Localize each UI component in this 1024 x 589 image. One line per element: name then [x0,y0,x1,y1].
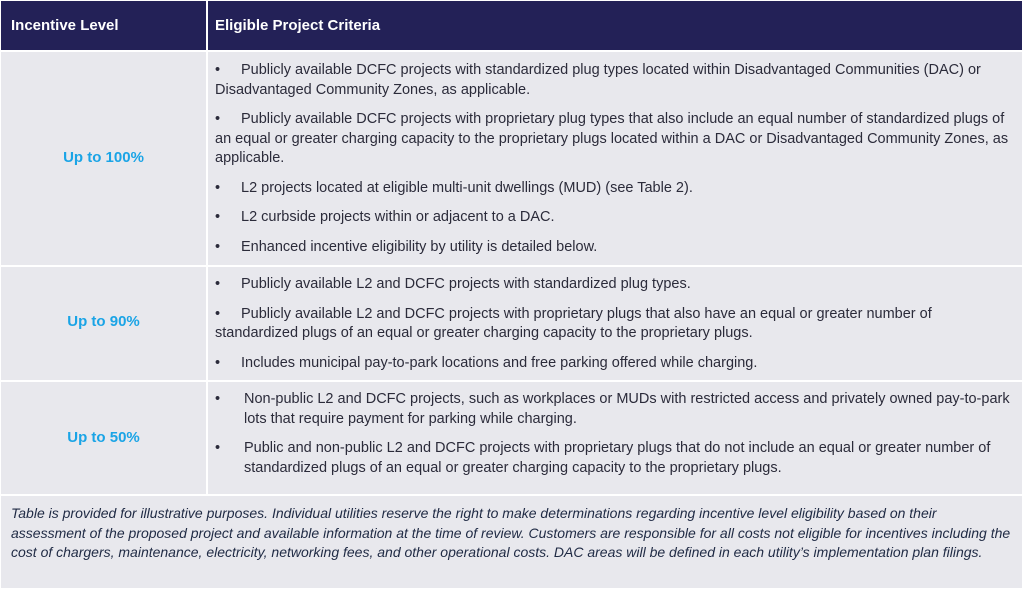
list-item: • Publicly available L2 and DCFC projects with standardized plug types. [215,275,1015,295]
list-item: • Non-public L2 and DCFC projects, such as workplaces or MUDs with restricted access and privately owned pay-to-park lots that require payment for parking while charging. [215,391,1010,427]
list-item: • Public and non-public L2 and DCFC projects with proprietary plugs that do not include an equal or greater number of standardized plugs of an equal or greater charging capacity to the proprietary plugs. [215,440,991,476]
column-divider [206,267,208,380]
header-incentive-level: Incentive Level [11,17,119,34]
bullet-icon: • [215,179,221,196]
header-eligible-criteria: Eligible Project Criteria [215,17,381,34]
list-item: • Publicly available L2 and DCFC projects with proprietary plugs that also have an equal or greater number of standardized plugs of an equal or greater charging capacity to the proprietary plugs. [215,305,932,341]
table-row-90 [1,267,1022,380]
table-row-50 [1,382,1022,494]
table-row-100 [1,52,1022,265]
bullet-icon: • [215,354,221,371]
list-item: • Publicly available DCFC projects with proprietary plug types that also include an equal number of standardized plugs of an equal or greater charging capacity to the proprietary plugs located within a DAC or Disadvantaged Community Zones, as applicable. [215,111,1009,166]
column-divider [206,52,208,265]
incentive-level-50: Up to 50% [67,429,140,446]
incentive-table [1,1,1022,588]
incentive-level-90: Up to 90% [67,313,140,330]
list-item: • Includes municipal pay-to-park locations and free parking offered while charging. [215,354,1015,374]
table-header [1,1,1022,50]
header-divider [206,1,208,50]
bullet-icon: • [215,276,221,292]
list-item: • L2 curbside projects within or adjacent to a DAC. [215,208,1015,228]
list-item: • Publicly available DCFC projects with standardized plug types located within Disadvantaged Communities (DAC) or Disadvantaged Community Zones, as applicable. [215,62,981,98]
table-footnote: Table is provided for illustrative purposes. Individual utilities reserve the right to make determinations regarding incentive level eligibility based on their assessment of the proposed project and available information at the time of review. Customers are responsible for all costs not eligible for incentives including the cost of chargers, maintenance, electricity, networking fees, and other operational costs. DAC areas will be defined in each utility’s implementation plan filings. [1,496,1022,588]
bullet-icon: • [215,440,221,456]
bullet-icon: • [215,305,221,322]
bullet-icon: • [215,238,221,255]
criteria-list-90 [215,275,1015,383]
criteria-list-50 [215,390,1015,488]
incentive-level-100: Up to 100% [63,149,144,166]
bullet-icon: • [215,62,221,78]
list-item: • Enhanced incentive eligibility by utility is detailed below. [215,238,1015,258]
bullet-icon: • [215,391,221,407]
column-divider [206,382,208,494]
criteria-list-100 [215,61,1015,267]
bullet-icon: • [215,209,221,225]
list-item: • L2 projects located at eligible multi-unit dwellings (MUD) (see Table 2). [215,179,1015,199]
bullet-icon: • [215,111,221,127]
